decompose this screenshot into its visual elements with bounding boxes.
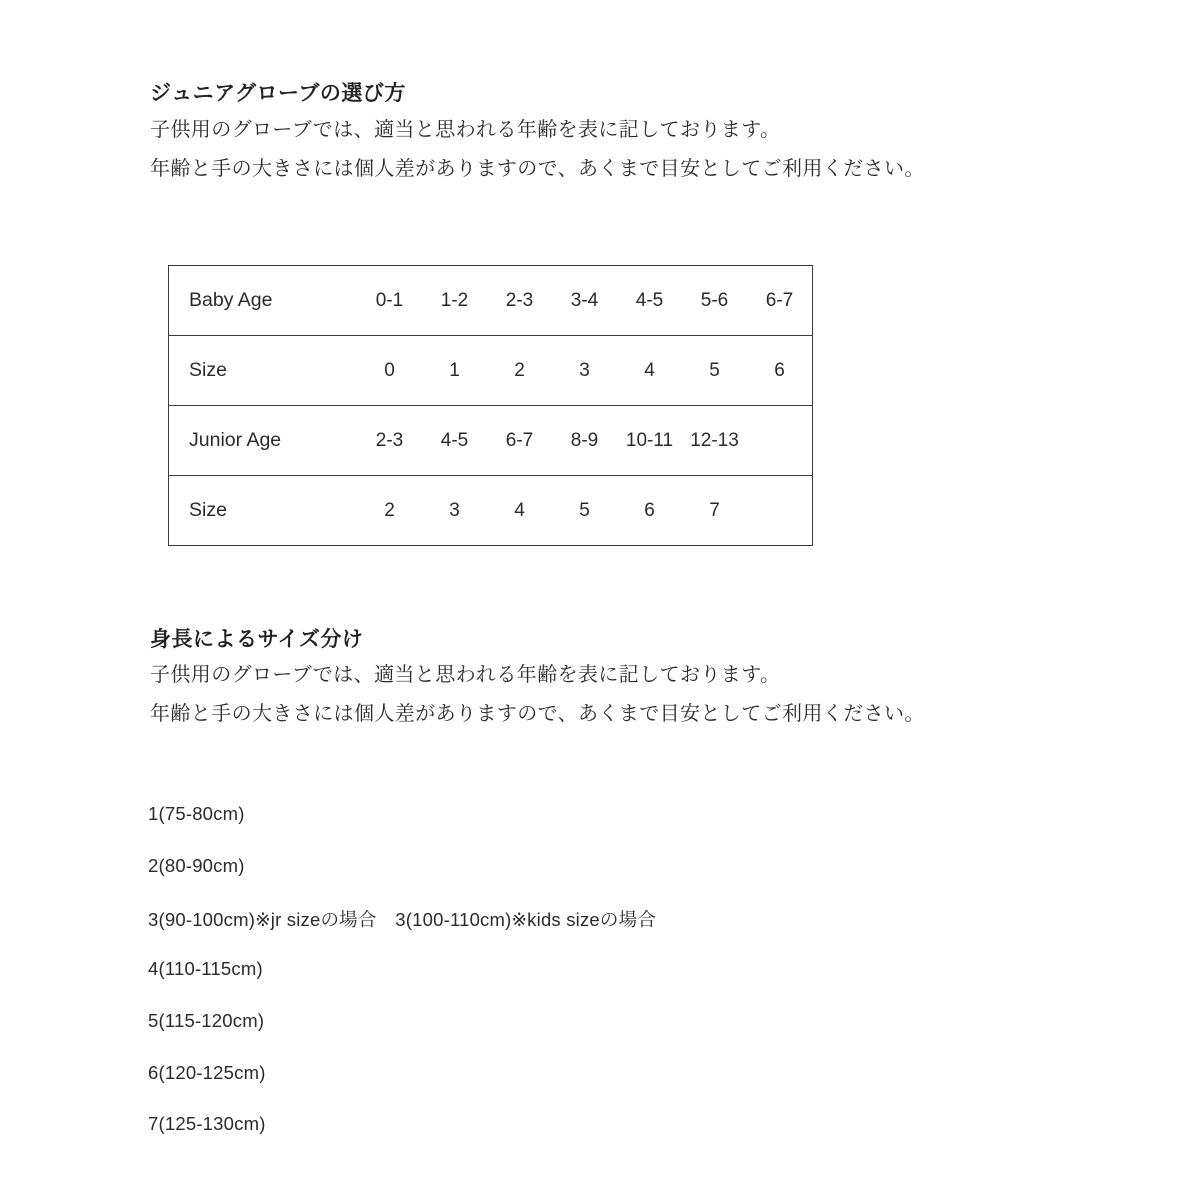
row-label-baby-age: Baby Age xyxy=(169,266,358,336)
cell-junior-age-4: 10-11 xyxy=(617,406,682,476)
table-row xyxy=(169,266,813,336)
cell-baby-size-0: 0 xyxy=(357,336,422,406)
table-row xyxy=(169,336,813,406)
cell-junior-size-1: 3 xyxy=(422,476,487,546)
row-label-junior-size: Size xyxy=(169,476,358,546)
cell-baby-age-3: 3-4 xyxy=(552,266,617,336)
cell-baby-age-6: 6-7 xyxy=(747,266,813,336)
cell-baby-size-6: 6 xyxy=(747,336,813,406)
section1-paragraph-line-2: 年齢と手の大きさには個人差がありますので、あくまで目安としてご利用ください。 xyxy=(150,158,925,180)
list-item: 6(120-125cm) xyxy=(148,1062,266,1083)
list-item: 5(115-120cm) xyxy=(148,1010,265,1031)
list-item: 3(90-100cm)※jr sizeの場合 3(100-110cm)※kids sizeの場合 xyxy=(148,909,657,930)
cell-junior-age-5: 12-13 xyxy=(682,406,747,476)
cell-junior-age-1: 4-5 xyxy=(422,406,487,476)
section1-paragraph-line-1: 子供用のグローブでは、適当と思われる年齢を表に記しております。 xyxy=(150,119,781,141)
cell-baby-size-3: 3 xyxy=(552,336,617,406)
row-label-baby-size: Size xyxy=(169,336,358,406)
cell-baby-size-5: 5 xyxy=(682,336,747,406)
table-row xyxy=(169,476,813,546)
row-label-junior-age: Junior Age xyxy=(169,406,358,476)
list-item: 7(125-130cm) xyxy=(148,1113,266,1134)
cell-junior-size-0: 2 xyxy=(357,476,422,546)
cell-junior-size-6 xyxy=(747,476,813,546)
section-title-junior-glove: ジュニアグローブの選び方 xyxy=(150,82,406,106)
cell-junior-size-5: 7 xyxy=(682,476,747,546)
cell-baby-age-5: 5-6 xyxy=(682,266,747,336)
cell-junior-age-6 xyxy=(747,406,813,476)
size-chart-table xyxy=(168,265,813,546)
cell-baby-age-2: 2-3 xyxy=(487,266,552,336)
cell-junior-size-4: 6 xyxy=(617,476,682,546)
cell-junior-age-0: 2-3 xyxy=(357,406,422,476)
cell-baby-age-4: 4-5 xyxy=(617,266,682,336)
section-title-height-sizing: 身長によるサイズ分け xyxy=(150,628,364,652)
cell-junior-size-3: 5 xyxy=(552,476,617,546)
section2-paragraph-line-2: 年齢と手の大きさには個人差がありますので、あくまで目安としてご利用ください。 xyxy=(150,703,925,725)
cell-junior-age-3: 8-9 xyxy=(552,406,617,476)
cell-baby-size-2: 2 xyxy=(487,336,552,406)
table-row xyxy=(169,406,813,476)
cell-junior-age-2: 6-7 xyxy=(487,406,552,476)
cell-junior-size-2: 4 xyxy=(487,476,552,546)
cell-baby-size-1: 1 xyxy=(422,336,487,406)
section2-paragraph-line-1: 子供用のグローブでは、適当と思われる年齢を表に記しております。 xyxy=(150,664,781,686)
list-item: 2(80-90cm) xyxy=(148,855,245,876)
cell-baby-age-1: 1-2 xyxy=(422,266,487,336)
list-item: 1(75-80cm) xyxy=(148,803,245,824)
cell-baby-age-0: 0-1 xyxy=(357,266,422,336)
cell-baby-size-4: 4 xyxy=(617,336,682,406)
list-item: 4(110-115cm) xyxy=(148,958,263,979)
